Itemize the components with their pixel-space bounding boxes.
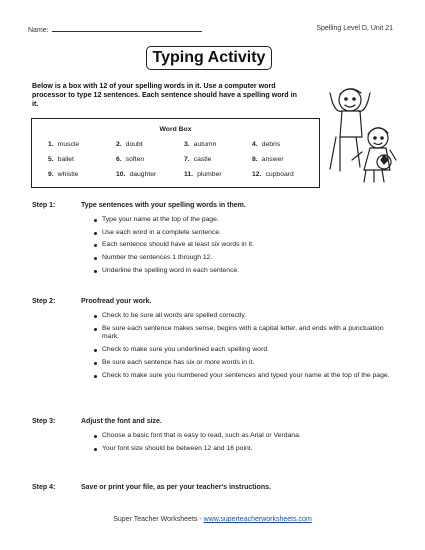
step-label: Step 3: — [32, 418, 56, 425]
word-number: 7. — [184, 156, 190, 163]
word-box-item — [184, 141, 216, 148]
word-number: 5. — [48, 156, 54, 163]
step-heading: Proofread your work. — [81, 298, 152, 305]
word-box-item — [116, 156, 144, 163]
word-box-item — [252, 171, 294, 178]
bullet-item: Underline the spelling word in each sentence. — [94, 267, 394, 276]
name-line — [52, 25, 202, 32]
word-text: plumber — [197, 171, 222, 178]
bullet-item: Number the sentences 1 through 12. — [94, 254, 394, 263]
word-box-item — [184, 156, 211, 163]
word-number: 1. — [48, 141, 54, 148]
step-bullets — [94, 432, 394, 457]
word-text: daughter — [129, 171, 157, 178]
page-title: Typing Activity — [146, 46, 272, 70]
step-bullets — [94, 312, 394, 384]
word-text: castle — [193, 156, 212, 163]
word-text: doubt — [125, 141, 143, 148]
footer-text: Super Teacher Worksheets - — [113, 516, 204, 523]
word-number: 2. — [116, 141, 122, 148]
footer — [0, 516, 425, 523]
word-number: 3. — [184, 141, 190, 148]
bullet-item: Choose a basic font that is easy to read, such as Arial or Verdana. — [94, 432, 394, 441]
word-number: 10. — [116, 171, 126, 178]
step-label: Step 1: — [32, 202, 56, 209]
word-number: 9. — [48, 171, 54, 178]
word-box — [31, 118, 320, 188]
step-heading: Save or print your file, as per your teacher's instructions. — [81, 484, 271, 491]
step-heading: Adjust the font and size. — [81, 418, 162, 425]
word-box-item — [184, 171, 222, 178]
word-text: soften — [125, 156, 145, 163]
word-box-item — [48, 141, 79, 148]
name-field — [28, 25, 202, 34]
bullet-item: Check to make sure you underlined each spelling word. — [94, 346, 394, 355]
word-number: 12. — [252, 171, 262, 178]
intro-text: Below is a box with 12 of your spelling words in it. Use a computer word processor to type 12 sentences. Each sentence should have a spelling word in it. — [32, 82, 297, 108]
word-text: debris — [261, 141, 281, 148]
word-box-item — [252, 156, 284, 163]
name-label: Name: — [28, 27, 49, 34]
bullet-item: Check to make sure you numbered your sentences and typed your name at the top of the page. — [94, 372, 394, 381]
level-label: Spelling Level D, Unit 21 — [316, 25, 393, 32]
bullet-item: Use each word in a complete sentence. — [94, 229, 394, 238]
bullet-item: Each sentence should have at least six words in it. — [94, 241, 394, 250]
word-text: ballet — [57, 156, 74, 163]
word-number: 4. — [252, 141, 258, 148]
step-heading: Type sentences with your spelling words in them. — [81, 202, 246, 209]
word-text: answer — [261, 156, 284, 163]
step-label: Step 4: — [32, 484, 56, 491]
bullet-item: Your font size should be between 12 and 16 point. — [94, 445, 394, 454]
bullet-item: Type your name at the top of the page. — [94, 216, 394, 225]
word-text: whistle — [57, 171, 79, 178]
word-box-item — [48, 156, 74, 163]
bullet-item: Be sure each sentence has six or more words in it. — [94, 359, 394, 368]
bullet-item: Check to be sure all words are spelled correctly. — [94, 312, 394, 321]
word-box-item — [48, 171, 78, 178]
footer-link[interactable]: www.superteacherworksheets.com — [203, 516, 312, 523]
word-number: 11. — [184, 171, 194, 178]
word-box-item — [116, 171, 156, 178]
word-number: 6. — [116, 156, 122, 163]
step-label: Step 2: — [32, 298, 56, 305]
word-text: muscle — [57, 141, 80, 148]
kids-illustration — [322, 78, 402, 186]
word-number: 8. — [252, 156, 258, 163]
step-bullets — [94, 216, 394, 280]
bullet-item: Be sure each sentence makes sense, begins with a capital letter, and ends with a punctuation mark. — [94, 325, 394, 342]
word-text: autumn — [193, 141, 217, 148]
word-box-title: Word Box — [159, 126, 192, 133]
word-text: cupboard — [265, 171, 294, 178]
word-box-item — [252, 141, 280, 148]
word-box-item — [116, 141, 143, 148]
